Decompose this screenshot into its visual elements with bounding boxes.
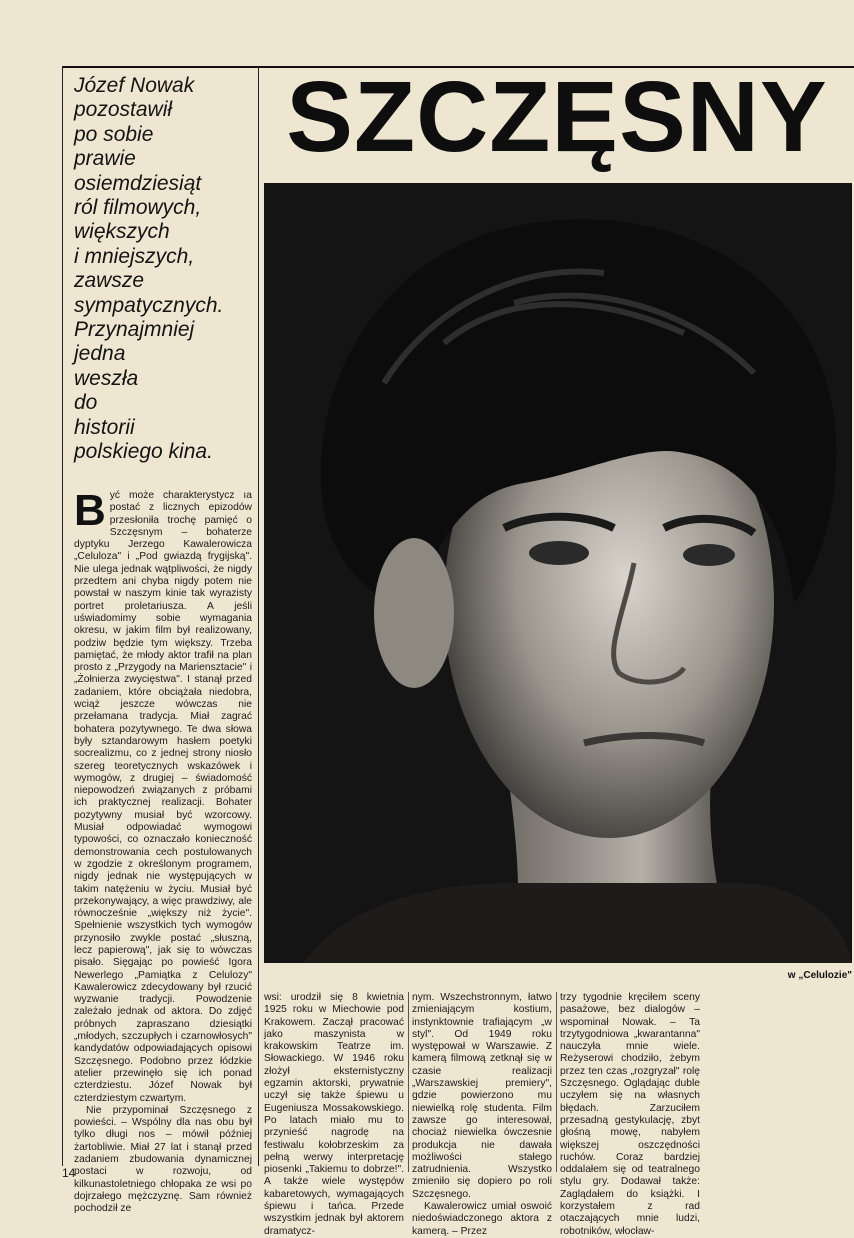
column-divider [556,992,557,1172]
page-number: 14 [62,1166,76,1180]
article-column-2 [264,992,404,1238]
portrait-photo [264,183,852,963]
drop-cap: B [74,486,106,535]
article-text: yć może charakterystycz ıa postać z licznych epizodów przesłoniła trochę pamięć o Szczęsnym – bohaterze dyptyku Jerzego Kawalerowicza „Celuloza" i „Pod gwiazdą frygijską". Nie ulega jednak wątpliwości, że nigdy przedtem ani chyba nigdy potem nie powstał w naszym kinie tak wyrazisty portret proletariusza. A jeśli uświadomimy sobie wymagania okresu, w jakim film był realizowany, podziw będzie tym większy. Trzeba pamiętać, że młody aktor trafił na plan prosto z „Przygody na Mariensztacie" i „Żołnierza zwycięstwa". I stanął przed zadaniem, które obciążała niedobra, wciąż jeszcze wówczas nie przełamana tradycja. Miał zagrać bohatera pozytywnego. Te dwa słowa były sztandarowym hasłem poetyki socrealizmu, co z jednej strony niosło szereg teoretycznych wskazówek i wymogów, z drugiej – świadomość niepowodzeń związanych z próbami ich praktycznej realizacji. Bohater pozytywny musiał być wzorcowy. Musiał odpowiadać wymogowi typowości, co oznaczało konieczność demonstrowania cech postulowanych w zgodzie z określonym programem, nigdy jednak nie występujących w takim natężeniu w życiu. Musiał być przekonywający, a więc prawdziwy, ale równocześnie „większy niż życie". Spełnienie wszystkich tych wymogów przynosiło zwykle postać „słuszną, lecz papierową", jak się to wówczas pisało. Sięgając po powieść Igora Newerlego „Pamiątka z Celulozy" Kawalerowicz zdecydowany był rzucić wyzwanie tradycji. Powodzenie zależało jednak od aktora. Do zdjęć próbnych zapraszano dziesiątki „młodych, szczupłych i czarnowłosych" kandydatów odpowiadających opisowi Szczęsnego. Podobno przez łódzkie atelier przewinęło się ich ponad czterdziestu. Józef Nowak był czterdziestym czwartym. [74,490,252,1104]
article-paragraph: Kawalerowicz umiał oswoić niedoświadczonego aktora z kamerą. – Przez [412,1201,552,1237]
headline: SZCZĘSNY [286,61,828,173]
article-column-4 [560,992,700,1238]
article-paragraph: nym. Wszechstronnym, łatwo zmieniającym kostium, instynktownie trafiającym „w styl". Od 1949 roku występował w Warszawie. Z kamerą filmową zetknął się w czasie realizacji „Warszawskiej premiery", gdzie powierzono mu niewielką rolę studenta. Film zawsze go interesował, chociaż niewielka ówczesnie produkcja nie dawała możliwości stałego zatrudnienia. Wszystko zmieniło się dopiero po roli Szczęsnego. [412,992,552,1200]
column-divider [408,992,409,1172]
article-column-1 [74,486,252,1215]
article-paragraph [74,486,252,1105]
left-rule [62,66,63,1166]
photo-caption: w „Celulozie" [787,970,852,981]
article-paragraph: trzy tygodnie kręciłem sceny pasażowe, bez dialogów – wspominał Nowak. – Ta trzytygodniowa „kwarantanna" nauczyła mnie wiele. Reżyserowi chodziło, żebym przez ten czas „rozgryzał" rolę Szczęsnego. Oglądając duble uczyłem się na własnych błędach. Zarzuciłem przesadną gestykulację, zbyt głośną mowę, nabyłem większej oszczędności ruchów. Coraz bardziej oddalałem się od teatralnego stylu gry. Dodawał także: Zaglądałem do książki. I korzystałem z rad otaczających mnie ludzi, robotników, włocław- [560,992,700,1237]
article-paragraph: Nie przypominał Szczęsnego z powieści. – Wspólny dla nas obu był tylko długi nos – mówił później żartobliwie. Miał 27 lat i stanął przed zadaniem zbudowania dynamicznej postaci w rozwoju, od kilkunastoletniego chłopaka ze wsi po dojrzałego mężczyznę. Sam również pochodził ze [74,1104,252,1215]
article-paragraph: wsi: urodził się 8 kwietnia 1925 roku w Miechowie pod Krakowem. Zaczął pracować jako maszynista w krakowskim Teatrze im. Słowackiego. W 1946 roku złożył eksternistyczny egzamin aktorski, prywatnie uczył się także śpiewu u Eugeniusza Mossakowskiego. Po latach miało mu to przynieść nagrodę na festiwalu kołobrzeskim za pełną werwy interpretację piosenki „Takiemu to dobrze!". A także wiele występów kabaretowych, wymagających śpiewu i tańca. Przede wszystkim jednak był aktorem dramatycz- [264,992,404,1237]
article-column-3 [412,992,552,1238]
column-rule [258,66,259,1166]
lead-paragraph: Józef Nowak pozostawił po sobie prawie osiemdziesiąt ról filmowych, większych i mniejszych, zawsze sympatycznych. Przynajmniej jedna weszła do historii polskiego kina. [74,74,224,464]
portrait-illustration [264,183,852,963]
